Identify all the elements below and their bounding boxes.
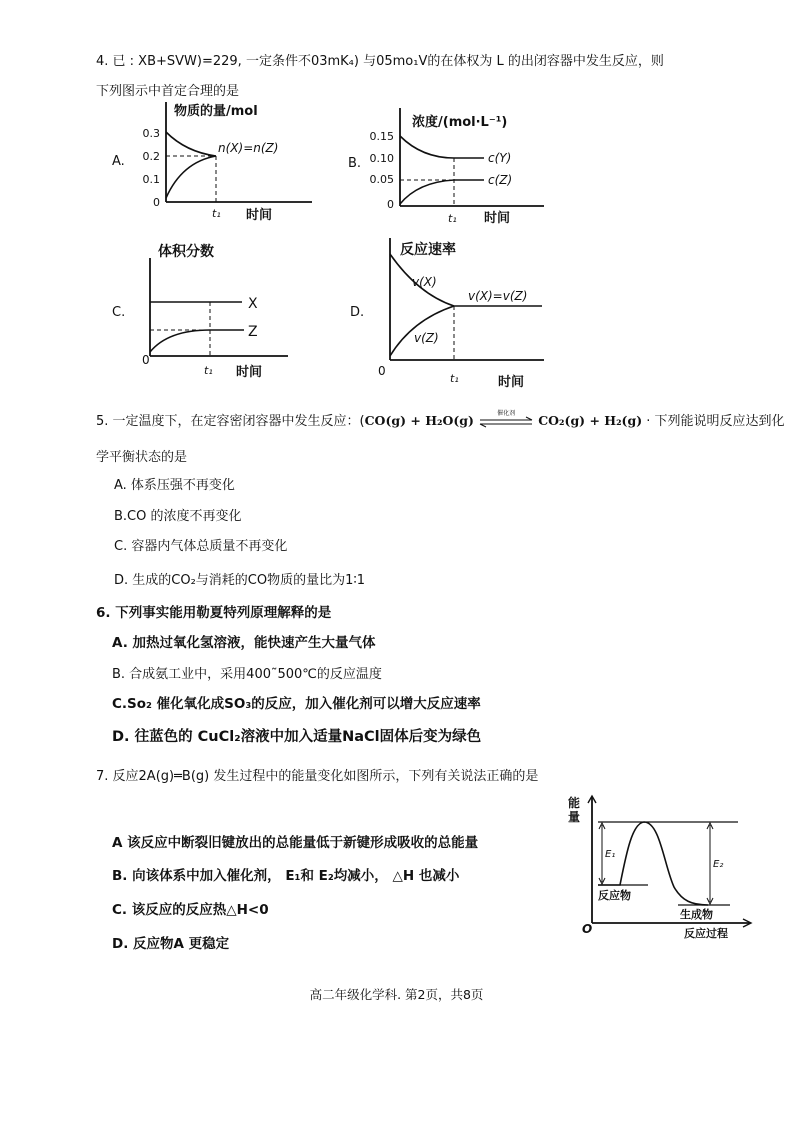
q5-eq-left: CO(g) + H₂O(g): [364, 413, 474, 428]
energy-ylabel-1: 能: [568, 796, 581, 810]
chart-a-label: A.: [112, 154, 125, 169]
chart-b-ylabel: 浓度/(mol·L⁻¹): [412, 115, 508, 130]
q5-option-b: B.CO 的浓度不再变化: [114, 509, 242, 524]
q4-stem-line1: 4. 已 : XB+SVW)=229, 一定条件不03mK₄) 与05mo₁V的在体权为 L 的出闭容器中发生反应，则: [96, 54, 664, 69]
chart-c-ylabel: 体积分数: [158, 244, 214, 260]
energy-diagram: [568, 795, 758, 945]
energy-origin: O: [582, 922, 593, 936]
chart-d-xtick: t₁: [450, 372, 459, 385]
e1-label: E₁: [605, 849, 616, 860]
chart-c-xtick: t₁: [204, 364, 213, 377]
chart-d-xlabel: 时间: [498, 375, 525, 390]
chart-c-label: C.: [112, 305, 126, 320]
chart-b-series-y: [400, 136, 484, 158]
chart-a-series-z: [166, 156, 216, 198]
chart-a-ytick: 0: [153, 196, 160, 209]
chart-c: [138, 240, 308, 380]
q6-option-a: A. 加热过氧化氢溶液，能快速产生大量气体: [112, 635, 376, 651]
chart-b-label: B.: [348, 156, 362, 171]
q7-option-d: D. 反应物A 更稳定: [112, 936, 230, 952]
chart-b-label-z: c(Z): [488, 173, 513, 187]
q4-stem-line2: 下列图示中首定合理的是: [96, 84, 240, 99]
q5-eq-right: CO₂(g) + H₂(g): [538, 413, 643, 428]
q5-catalyst: 催化剂: [497, 409, 516, 417]
chart-d-ylabel: 反应速率: [400, 242, 456, 258]
chart-b-ytick: 0.05: [369, 173, 394, 186]
chart-a-ylabel: 物质的量/mol: [174, 104, 258, 119]
chart-d-label-vx: v(X): [412, 275, 437, 289]
energy-xlabel: 反应过程: [684, 927, 728, 940]
chart-a-ytick: 0.1: [142, 173, 160, 186]
chart-c-label-z: Z: [248, 324, 258, 340]
chart-a: [140, 98, 320, 223]
reversible-arrow-icon: [478, 409, 534, 429]
q7-stem: 7. 反应2A(g)═B(g) 发生过程中的能量变化如图所示，下列有关说法正确的是: [96, 769, 539, 784]
chart-a-ytick: 0.2: [142, 150, 160, 163]
energy-product-label: 生成物: [680, 908, 713, 921]
q5-stem-suffix: · 下列能说明反应达到化: [642, 414, 785, 429]
q5-option-a: A. 体系压强不再变化: [114, 478, 235, 493]
chart-b-ytick: 0.15: [369, 130, 394, 143]
chart-c-series-z: [150, 330, 244, 352]
q5-stem-prefix: 5. 一定温度下，在定容密闭容器中发生反应：(: [96, 414, 365, 429]
chart-a-ytick: 0.3: [142, 127, 160, 140]
q7-option-c: C. 该反应的反应热△H<0: [112, 902, 269, 918]
e2-label: E₂: [713, 859, 724, 870]
chart-d-label-eq: v(X)=v(Z): [468, 289, 528, 303]
chart-d: [368, 232, 568, 392]
chart-b-ytick: 0.10: [369, 152, 394, 165]
energy-ylabel-2: 量: [568, 810, 581, 824]
q5-stem-line2: 学平衡状态的是: [96, 450, 188, 465]
chart-a-xtick: t₁: [212, 207, 221, 220]
q6-option-c: C.So₂ 催化氧化成SO₃的反应，加入催化剂可以增大反应速率: [112, 696, 481, 712]
chart-d-origin: 0: [378, 364, 386, 378]
energy-reactant-label: 反应物: [598, 889, 631, 902]
page-footer: 高二年级化学科. 第2页，共8页: [309, 987, 484, 1002]
q5-stem-line1: [96, 410, 785, 429]
q6-stem: 6. 下列事实能用勒夏特列原理解释的是: [96, 605, 332, 621]
chart-a-xlabel: 时间: [246, 208, 273, 223]
chart-b-xlabel: 时间: [484, 211, 511, 226]
q6-option-d: D. 往蓝色的 CuCl₂溶液中加入适量NaCl固体后变为绿色: [112, 729, 482, 745]
chart-b: [364, 104, 564, 234]
chart-b-ytick: 0: [387, 198, 394, 211]
chart-b-label-y: c(Y): [488, 151, 512, 165]
q7-option-a: A 该反应中断裂旧键放出的总能量低于新键形成吸收的总能量: [112, 835, 479, 851]
q6-option-b: B. 合成氨工业中，采用400˜500℃的反应温度: [112, 667, 382, 682]
q5-option-d: D. 生成的CO₂与消耗的CO物质的量比为1∶1: [114, 573, 366, 588]
chart-d-label: D.: [350, 305, 365, 320]
chart-c-xlabel: 时间: [236, 365, 263, 380]
chart-c-origin: 0: [142, 353, 150, 367]
chart-b-series-z: [400, 180, 484, 204]
q7-option-b: B. 向该体系中加入催化剂， E₁和 E₂均减小， △H 也减小: [112, 868, 460, 884]
chart-b-xtick: t₁: [448, 212, 457, 225]
chart-c-label-x: X: [248, 296, 258, 312]
chart-a-series-x: [166, 132, 216, 156]
chart-a-curve-label: n(X)=n(Z): [218, 141, 279, 155]
chart-d-label-vz: v(Z): [414, 331, 439, 345]
q5-option-c: C. 容器内气体总质量不再变化: [114, 539, 288, 554]
